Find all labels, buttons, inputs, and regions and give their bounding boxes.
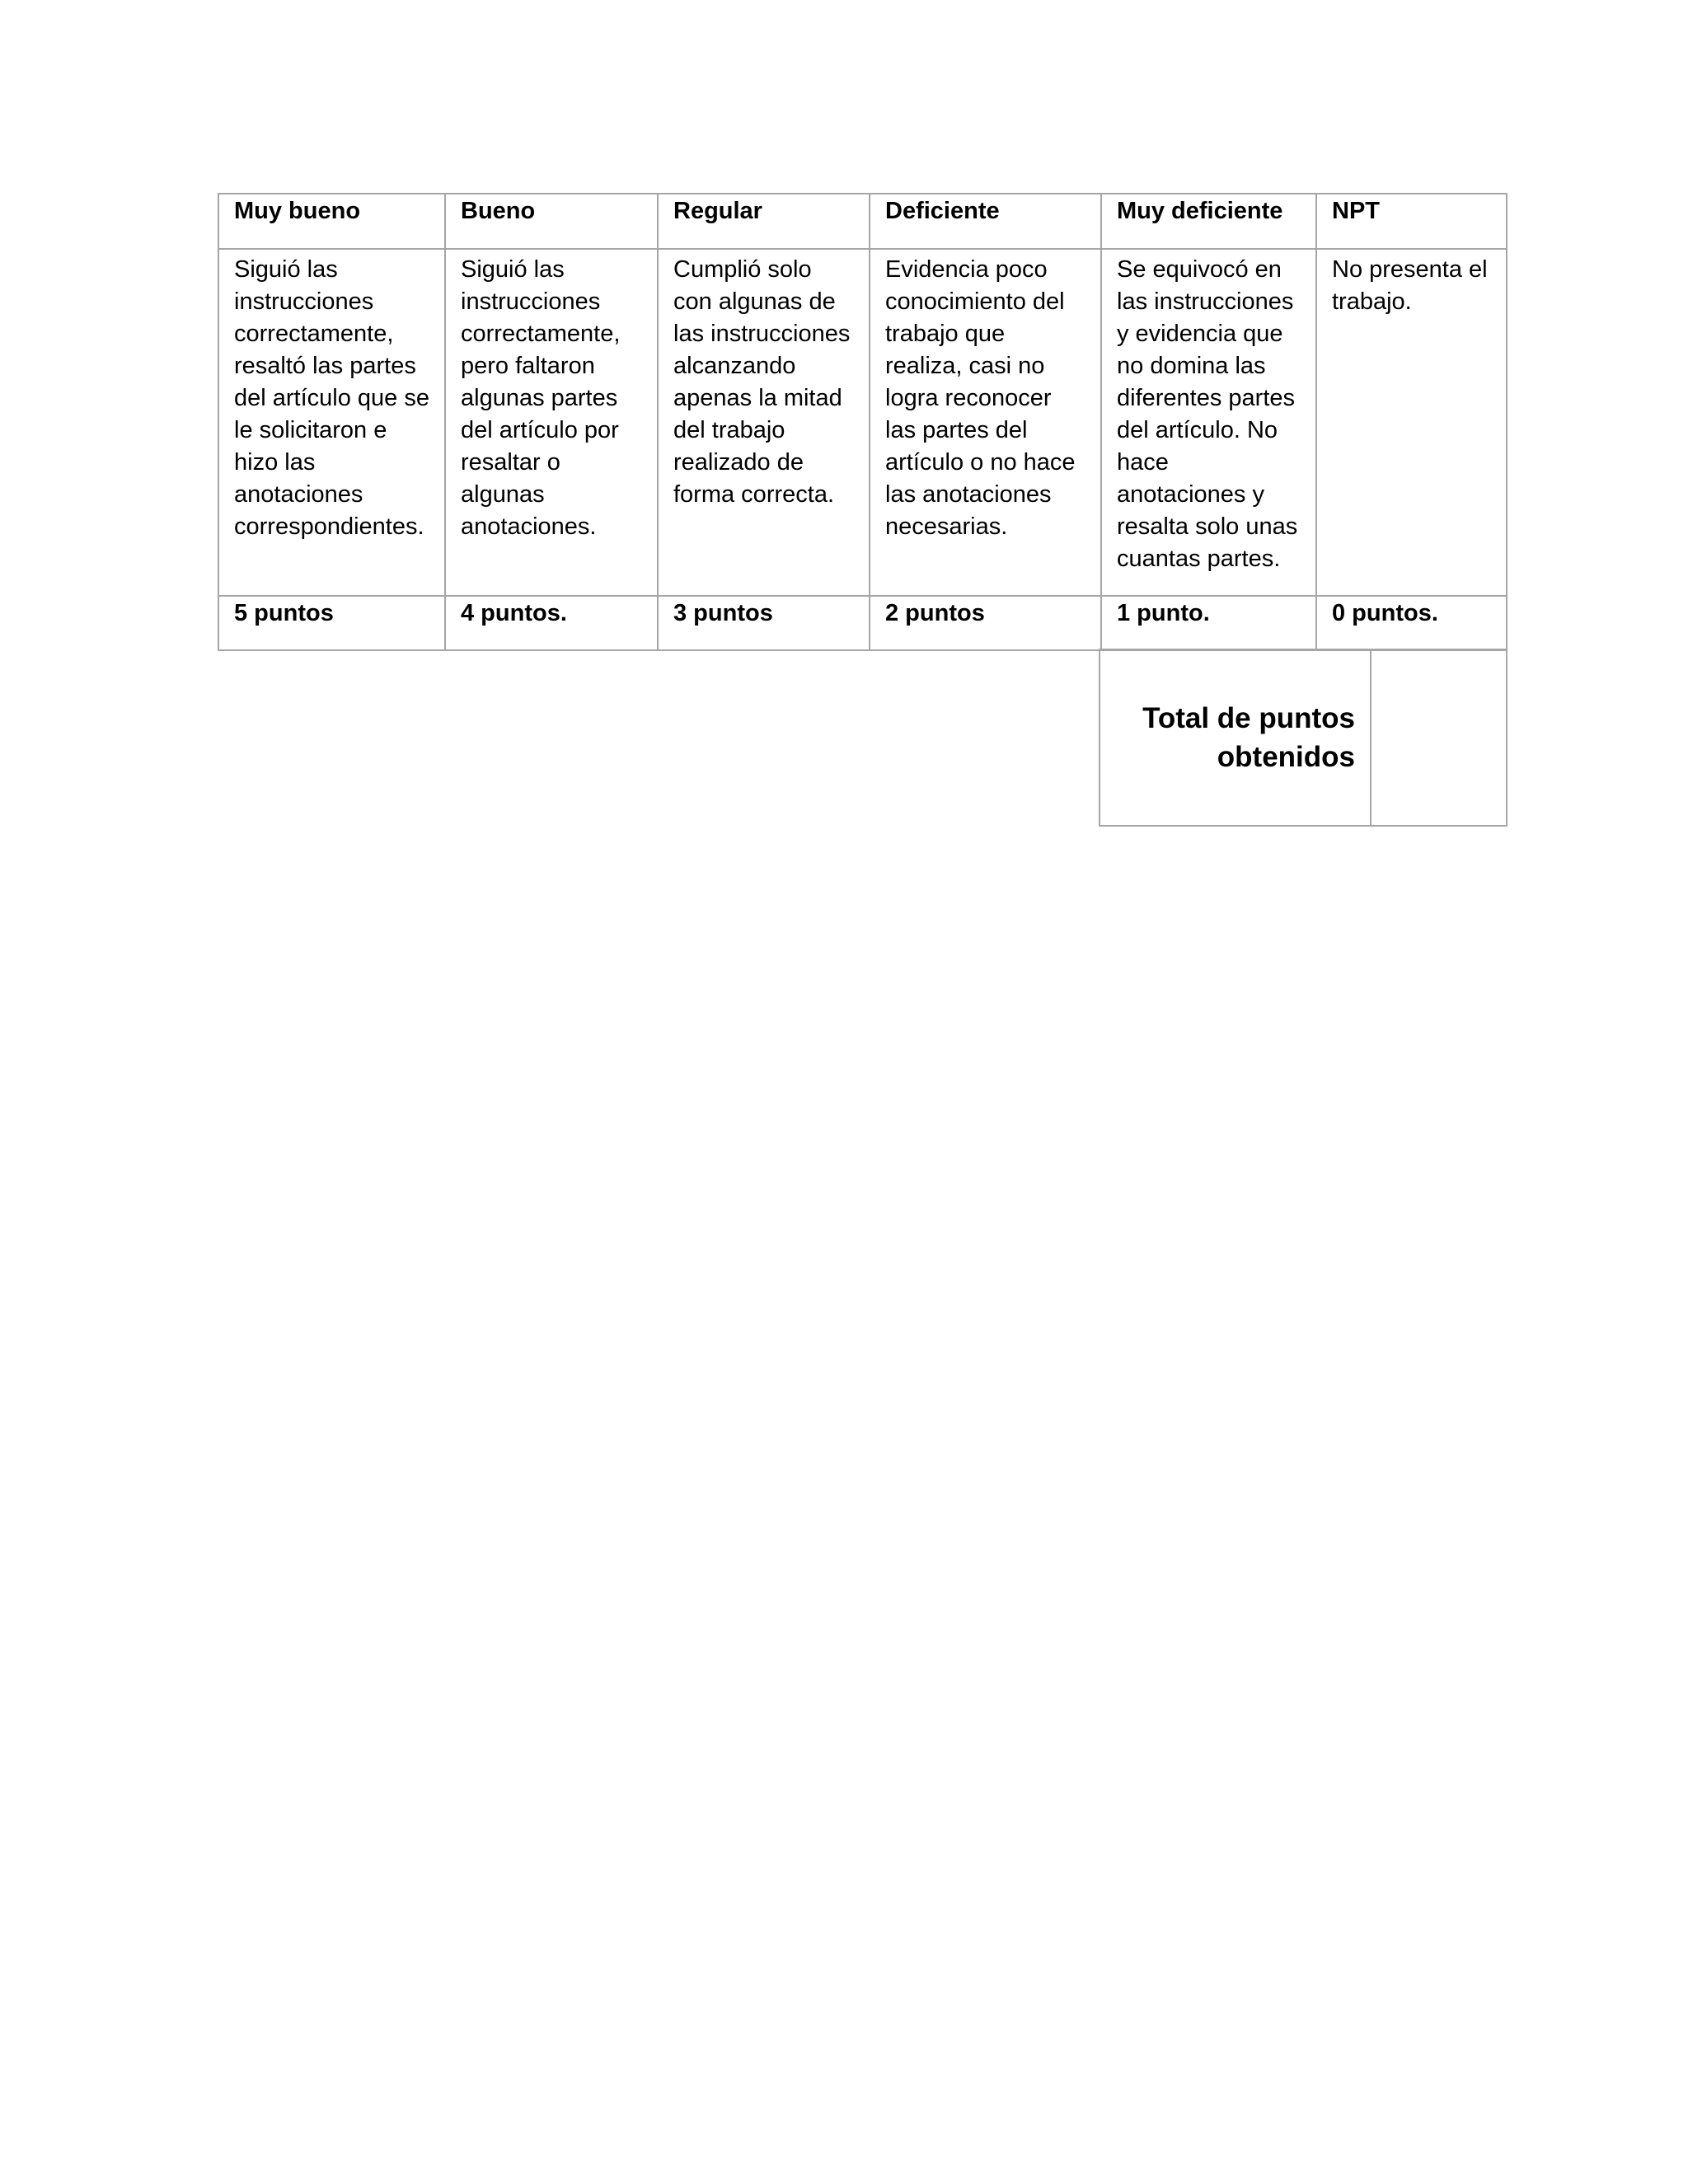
description-cell-regular: Cumplió solo con algunas de las instrucciones alcanzando apenas la mitad del trabajo realizado de forma correcta. bbox=[658, 249, 870, 596]
total-points-label: Total de puntos obtenidos bbox=[1100, 649, 1371, 826]
description-cell-muy-deficiente: Se equivocó en las instrucciones y evidencia que no domina las diferentes partes del artículo. No hace anotaciones y resalta solo unas cuantas partes. bbox=[1101, 249, 1316, 596]
points-cell-deficiente: 2 puntos bbox=[870, 596, 1101, 650]
header-cell-deficiente: Deficiente bbox=[870, 194, 1101, 249]
header-cell-muy-deficiente: Muy deficiente bbox=[1101, 194, 1316, 249]
total-points-row bbox=[1100, 649, 1507, 826]
points-cell-muy-deficiente: 1 punto. bbox=[1101, 596, 1316, 650]
rubric-header-row bbox=[218, 194, 1507, 249]
points-cell-bueno: 4 puntos. bbox=[445, 596, 658, 650]
description-cell-muy-bueno: Siguió las instrucciones correctamente, resaltó las partes del artículo que se le solicitaron e hizo las anotaciones correspondientes. bbox=[218, 249, 445, 596]
points-cell-npt: 0 puntos. bbox=[1316, 596, 1507, 650]
header-cell-regular: Regular bbox=[658, 194, 870, 249]
points-cell-muy-bueno: 5 puntos bbox=[218, 596, 445, 650]
total-points-table bbox=[1099, 649, 1507, 827]
rubric-table bbox=[218, 193, 1507, 651]
header-cell-bueno: Bueno bbox=[445, 194, 658, 249]
description-cell-npt: No presenta el trabajo. bbox=[1316, 249, 1507, 596]
total-points-value-cell[interactable] bbox=[1371, 649, 1507, 826]
points-cell-regular: 3 puntos bbox=[658, 596, 870, 650]
header-cell-muy-bueno: Muy bueno bbox=[218, 194, 445, 249]
header-cell-npt: NPT bbox=[1316, 194, 1507, 249]
rubric-description-row bbox=[218, 249, 1507, 596]
description-cell-deficiente: Evidencia poco conocimiento del trabajo que realiza, casi no logra reconocer las partes del artículo o no hace las anotaciones necesarias. bbox=[870, 249, 1101, 596]
description-cell-bueno: Siguió las instrucciones correctamente, pero faltaron algunas partes del artículo por resaltar o algunas anotaciones. bbox=[445, 249, 658, 596]
rubric-points-row bbox=[218, 596, 1507, 650]
